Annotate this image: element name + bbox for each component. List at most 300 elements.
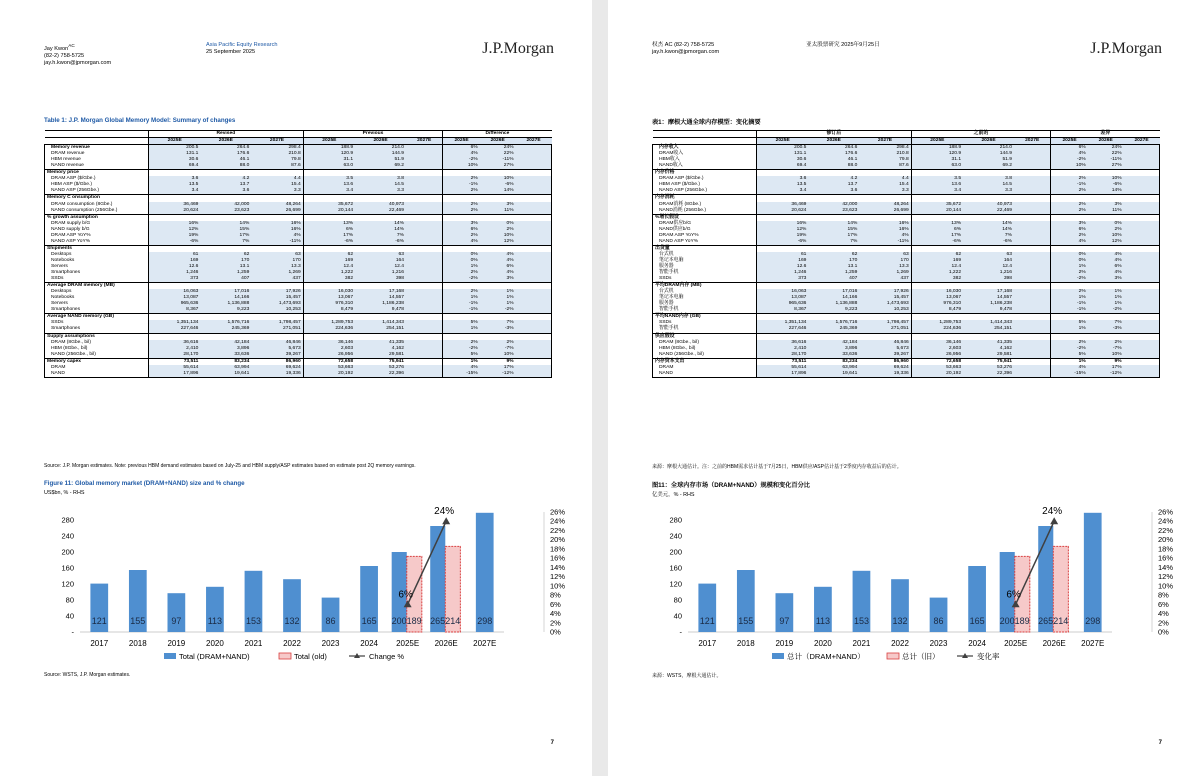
chinese-page <box>608 0 1200 776</box>
cell-value: 10% <box>1051 163 1088 170</box>
row-label: 内存消耗 <box>653 195 757 202</box>
right-tick-label: 2% <box>550 618 561 628</box>
bar-total <box>322 598 340 632</box>
cell-value: 144.9 <box>963 151 1014 157</box>
cell-value: 373 <box>757 276 809 283</box>
cell-value: 42,000 <box>808 202 859 208</box>
row-label: NAND <box>653 371 757 378</box>
author-email-cn[interactable]: jay.h.kwon@jpmorgan.com <box>652 49 720 55</box>
cell-value: 398 <box>963 276 1014 283</box>
year-header: 2026E <box>200 138 251 145</box>
cell-value: 10,253 <box>251 307 303 314</box>
cell-value: 23,623 <box>200 208 251 215</box>
cell-value: 69,624 <box>859 365 911 371</box>
cell-value: 164 <box>355 258 406 264</box>
bar-total-label: 265 <box>1038 616 1054 626</box>
row-label: Servers <box>45 301 149 307</box>
row-label: 平均DRAM内存 (MB) <box>653 283 757 290</box>
left-tick-label: 160 <box>61 563 74 573</box>
cell-value: 72,658 <box>911 358 963 365</box>
left-tick-label: 80 <box>65 595 74 605</box>
cell-value: 1,136,888 <box>200 301 251 307</box>
cell-value: -11% <box>859 239 911 246</box>
cell-value: 53,276 <box>355 365 406 371</box>
cell-value: 3,896 <box>808 346 859 352</box>
right-tick-label: 4% <box>1158 609 1169 619</box>
cell-value: 7% <box>808 239 859 246</box>
cell-value: 2% <box>1051 202 1088 208</box>
page-number: 7 <box>550 740 554 746</box>
cell-value: 2% <box>1051 270 1088 276</box>
cell-value: 188.9 <box>303 145 355 152</box>
cell-value: 965,636 <box>149 301 201 307</box>
cell-value: 14% <box>1088 188 1124 195</box>
cell-value: 4.2 <box>808 176 859 182</box>
cell-value: 976,310 <box>303 301 355 307</box>
x-tick-label: 2019 <box>775 639 794 648</box>
cell-value: 39,267 <box>251 352 303 359</box>
cell-value: -6% <box>149 239 201 246</box>
year-header: 2026E <box>1088 138 1124 145</box>
cell-value: 4% <box>443 365 480 371</box>
right-tick-label: 16% <box>550 553 566 563</box>
cell-value: 46.1 <box>808 157 859 163</box>
cell-value: 2% <box>443 289 480 295</box>
x-tick-label: 2017 <box>698 639 717 648</box>
figure-subtitle-cn: 亿美元，% - RHS <box>652 492 695 498</box>
cell-value: 14% <box>200 221 251 227</box>
cell-value: 120.9 <box>303 151 355 157</box>
right-tick-label: 8% <box>1158 590 1169 600</box>
cell-value: 2% <box>443 208 480 215</box>
cell-value: 55,614 <box>149 365 201 371</box>
cell-value: 176.6 <box>808 151 859 157</box>
cell-value: 22,469 <box>355 208 406 215</box>
cell-value: -6% <box>355 239 406 246</box>
cell-value: 31.1 <box>911 157 963 163</box>
row-label: HBM ASP ($/Gbe.) <box>653 182 757 188</box>
cell-value: 10% <box>480 233 516 239</box>
cell-value: 5% <box>1051 320 1088 326</box>
cell-value: 13,087 <box>149 295 201 301</box>
cell-value: -2% <box>1088 307 1124 314</box>
cell-value: 13,067 <box>303 295 355 301</box>
cell-value: -11% <box>1088 157 1124 163</box>
cell-value: 1,289,753 <box>911 320 963 326</box>
cell-value: 19% <box>757 233 809 239</box>
year-header: 2025E <box>303 138 355 145</box>
cell-value: 2% <box>480 340 516 346</box>
cell-value: 144.9 <box>355 151 406 157</box>
right-tick-label: 0% <box>1158 627 1169 637</box>
cell-value: 62 <box>303 252 355 258</box>
row-label: NAND <box>45 371 149 378</box>
figure-source-cn: 来源：WSTS，摩根大通估计。 <box>652 673 722 679</box>
group-header: 之前的 <box>911 131 1051 138</box>
cell-value: 4% <box>480 258 516 264</box>
row-label: Memory capex <box>45 358 149 365</box>
row-label: DRAM revenue <box>45 151 149 157</box>
row-label: HBM ASP ($/Gbe.) <box>45 182 149 188</box>
cell-value: 8,479 <box>303 307 355 314</box>
row-label: DRAM <box>45 365 149 371</box>
cell-value: 3.8 <box>963 176 1014 182</box>
x-tick-label: 2024 <box>968 639 986 648</box>
cell-value: 9% <box>1088 358 1124 365</box>
cell-value: 1% <box>443 358 480 365</box>
right-tick-label: 0% <box>550 627 561 637</box>
bar-total-label: 298 <box>477 616 493 626</box>
cell-value: 264.6 <box>200 145 251 152</box>
cell-value: 170 <box>808 258 859 264</box>
bar-total-label: 97 <box>171 616 182 626</box>
cell-value: 17,896 <box>149 371 201 378</box>
cell-value: 22% <box>1088 151 1124 157</box>
cell-value: 170 <box>251 258 303 264</box>
cell-value: 22,396 <box>355 371 406 378</box>
cell-value: 1,269 <box>251 270 303 276</box>
cell-value: 63,994 <box>808 365 859 371</box>
year-header: 2027E <box>1014 138 1051 145</box>
author-email[interactable]: jay.h.kwon@jpmorgan.com <box>44 59 112 66</box>
cell-value: 55,614 <box>757 365 809 371</box>
cell-value: 17% <box>1088 365 1124 371</box>
left-tick-label: - <box>71 627 74 637</box>
group-header: Revised <box>149 131 304 138</box>
cell-value: 1% <box>443 295 480 301</box>
cell-value: 16% <box>859 221 911 227</box>
cell-value: 42,000 <box>200 202 251 208</box>
report-meta-cn <box>806 42 880 49</box>
cell-value: 254,151 <box>963 326 1014 333</box>
row-label: 内存资本支出 <box>653 358 757 365</box>
legend-label-change: Change % <box>369 652 405 661</box>
cell-value: 16,063 <box>149 289 201 295</box>
cell-value: 15.4 <box>859 182 911 188</box>
page-number-cn: 7 <box>1158 740 1162 746</box>
cell-value: -2% <box>443 346 480 352</box>
right-tick-label: 10% <box>550 581 566 591</box>
table-source: Source: J.P. Morgan estimates. Note: previous HBM demand estimates based on July-25 and HBM supply/ASP estimates based on estimate post 2Q memory earnings. <box>44 463 416 469</box>
cell-value: 16% <box>149 221 201 227</box>
row-label: NAND收入 <box>653 163 757 170</box>
x-tick-label: 2023 <box>929 639 948 648</box>
cell-value: 4% <box>1088 258 1124 264</box>
cell-value: 264.6 <box>808 145 859 152</box>
cell-value: 20,624 <box>149 208 201 215</box>
cell-value: 17,926 <box>251 289 303 295</box>
cell-value: 2% <box>443 233 480 239</box>
table-corner <box>45 138 149 145</box>
cell-value: 2% <box>1051 176 1088 182</box>
cell-value: 63 <box>355 252 406 258</box>
cell-value: 12.4 <box>355 264 406 270</box>
cell-value: 3.4 <box>911 188 963 195</box>
x-tick-label: 2025E <box>1004 639 1028 648</box>
x-tick-label: 2026E <box>434 639 458 648</box>
cell-value: 0% <box>443 252 480 258</box>
cell-value: 1,216 <box>963 270 1014 276</box>
cell-value: 69.2 <box>963 163 1014 170</box>
cell-value: 12.6 <box>149 264 201 270</box>
row-label: 智能手机 <box>653 326 757 333</box>
cell-value: 5,673 <box>859 346 911 352</box>
right-tick-label: 12% <box>550 572 566 582</box>
cell-value: 73,511 <box>757 358 809 365</box>
right-tick-label: 22% <box>550 525 566 535</box>
cell-value: 1,222 <box>303 270 355 276</box>
cell-value: 4% <box>480 252 516 258</box>
left-tick-label: 80 <box>673 595 682 605</box>
year-header: 2025E <box>149 138 201 145</box>
cell-value: 1,473,693 <box>859 301 911 307</box>
legend-label-total: Total (DRAM+NAND) <box>179 652 250 661</box>
right-tick-label: 8% <box>550 590 561 600</box>
cell-value: -6% <box>963 239 1014 246</box>
table-corner <box>653 131 757 138</box>
cell-value: 31.1 <box>303 157 355 163</box>
cell-value: 40,973 <box>963 202 1014 208</box>
cell-value: 1,798,457 <box>859 320 911 326</box>
cell-value: 14% <box>480 188 516 195</box>
x-tick-label: 2018 <box>128 639 147 648</box>
cell-value: 3.4 <box>757 188 809 195</box>
cell-value: 407 <box>200 276 251 283</box>
cell-value: 20,192 <box>303 371 355 378</box>
legend-label-old: 总计（旧） <box>902 652 940 661</box>
memory-model-table <box>44 130 552 378</box>
cell-value: 1,414,343 <box>355 320 406 326</box>
cell-value: 3.6 <box>200 188 251 195</box>
year-header: 2025E <box>911 138 963 145</box>
cell-value: 271,051 <box>251 326 303 333</box>
cell-value: 382 <box>303 276 355 283</box>
row-label: DRAM消耗 (8Gbe.) <box>653 202 757 208</box>
cell-value: 200.5 <box>149 145 201 152</box>
cell-value: 41,335 <box>355 340 406 346</box>
cell-value: 9,478 <box>355 307 406 314</box>
cell-value: 14% <box>963 221 1014 227</box>
cell-value: 36,616 <box>757 340 809 346</box>
x-tick-label: 2025E <box>396 639 420 648</box>
cell-value: 4% <box>859 233 911 239</box>
x-tick-label: 2021 <box>244 639 263 648</box>
cell-value: -3% <box>480 326 516 333</box>
row-label: NAND (256Gbe., bil) <box>653 352 757 359</box>
table-source-cn: 来源：摩根大通估计。注：之前的HBM需求估计基于7月25日，HBM供应/ASP估计基于2季度内存收益后的估计。 <box>652 464 902 470</box>
row-label: NAND consumption (256Gbe.) <box>45 208 149 215</box>
cell-value: 1% <box>480 295 516 301</box>
cell-value: 382 <box>911 276 963 283</box>
cell-value: -2% <box>1051 346 1088 352</box>
author-block-cn <box>652 42 719 56</box>
right-tick-label: 24% <box>550 516 566 526</box>
cell-value: 176.6 <box>200 151 251 157</box>
cell-value: 36,146 <box>303 340 355 346</box>
cell-value: 39,267 <box>859 352 911 359</box>
cell-value: 4% <box>1088 270 1124 276</box>
right-tick-label: 6% <box>550 599 561 609</box>
cell-value: 2% <box>443 176 480 182</box>
row-label: % growth assumption <box>45 214 149 221</box>
cell-value: 15,457 <box>251 295 303 301</box>
cell-value: 83,234 <box>808 358 859 365</box>
left-tick-label: 280 <box>61 515 74 525</box>
cell-value: 16,030 <box>911 289 963 295</box>
cell-value: 36,469 <box>149 202 201 208</box>
bar-total-label: 121 <box>699 616 715 626</box>
cell-value: -7% <box>1088 346 1124 352</box>
cell-value: 48,264 <box>251 202 303 208</box>
cell-value: -11% <box>251 239 303 246</box>
cell-value: 1,216 <box>355 270 406 276</box>
cell-value: 1% <box>1051 295 1088 301</box>
bar-old-label: 189 <box>406 616 422 626</box>
cell-value: 10% <box>1088 352 1124 359</box>
cell-value: 29,581 <box>355 352 406 359</box>
row-label: SSDs <box>653 276 757 283</box>
cell-value: 62 <box>200 252 251 258</box>
group-header: 修订后 <box>757 131 912 138</box>
bar-total <box>930 598 948 632</box>
cell-value <box>1124 371 1160 378</box>
cell-value: 19,336 <box>859 371 911 378</box>
bar-total <box>1084 513 1102 632</box>
cell-value: 51.9 <box>355 157 406 163</box>
cell-value: 6% <box>443 145 480 152</box>
cell-value: 2% <box>1051 188 1088 195</box>
cell-value: 398 <box>355 276 406 283</box>
cell-value: 17,168 <box>355 289 406 295</box>
cell-value: -6% <box>480 182 516 188</box>
cell-value: 10% <box>1088 176 1124 182</box>
change-label: 6% <box>1006 589 1021 601</box>
cell-value: 210.8 <box>859 151 911 157</box>
table-title-cn: 表1：摩根大通全球内存模型：变化摘要 <box>652 119 761 126</box>
cell-value: 7% <box>355 233 406 239</box>
cell-value: 13% <box>911 221 963 227</box>
cell-value: 2% <box>480 227 516 233</box>
row-label: DRAM收入 <box>653 151 757 157</box>
cell-value: 63.0 <box>303 163 355 170</box>
cell-value: 1,186,238 <box>355 301 406 307</box>
cell-value: 2% <box>1088 340 1124 346</box>
cell-value: 46,846 <box>251 340 303 346</box>
cell-value: 3.3 <box>859 188 911 195</box>
cell-value: 1% <box>480 289 516 295</box>
row-label: %增长假设 <box>653 214 757 221</box>
bar-total-label: 155 <box>738 616 754 626</box>
cell-value: 2,603 <box>911 346 963 352</box>
author-sup: AC <box>68 43 75 48</box>
cell-value: 976,310 <box>911 301 963 307</box>
cell-value: 1% <box>1051 326 1088 333</box>
cell-value: 3.5 <box>303 176 355 182</box>
cell-value: 17,168 <box>963 289 1014 295</box>
cell-value: 30.6 <box>149 157 201 163</box>
row-label: HBM (8Gbe., bil) <box>45 346 149 352</box>
cell-value: 2,603 <box>303 346 355 352</box>
cell-value: 13.7 <box>808 182 859 188</box>
bar-total-label: 86 <box>933 616 944 626</box>
cell-value: 14,557 <box>963 295 1014 301</box>
cell-value: 2% <box>443 270 480 276</box>
cell-value: 4,162 <box>963 346 1014 352</box>
cell-value: 1,246 <box>149 270 201 276</box>
bar-total-label: 265 <box>430 616 446 626</box>
cell-value: -11% <box>480 157 516 163</box>
cell-value: 63,994 <box>200 365 251 371</box>
year-header: 2027E <box>406 138 443 145</box>
cell-value: 17% <box>808 233 859 239</box>
author-line-cn: 权杰 AC (82-2) 758-5725 <box>652 42 715 48</box>
report-title-cn: 亚太股票研究 2025年9月25日 <box>806 42 880 48</box>
cell-value: 1,259 <box>200 270 251 276</box>
cell-value: -1% <box>443 301 480 307</box>
cell-value: 10% <box>1088 233 1124 239</box>
cell-value: 36,146 <box>911 340 963 346</box>
row-label: Supply assumptions <box>45 333 149 340</box>
cell-value <box>1014 371 1051 378</box>
cell-value: 13.6 <box>303 182 355 188</box>
row-label: HBM (8Gbe., bil) <box>653 346 757 352</box>
cell-value: 8,367 <box>149 307 201 314</box>
group-header: Previous <box>303 131 443 138</box>
cell-value: 1,473,693 <box>251 301 303 307</box>
cell-value: 13% <box>303 221 355 227</box>
cell-value: -12% <box>480 371 516 378</box>
cell-value: 15,457 <box>859 295 911 301</box>
row-label: DRAM (8Gbe., bil) <box>45 340 149 346</box>
cell-value: 5% <box>443 320 480 326</box>
cell-value: 1,414,343 <box>963 320 1014 326</box>
right-tick-label: 14% <box>550 562 566 572</box>
cell-value: -2% <box>1051 276 1088 283</box>
cell-value: 61 <box>757 252 809 258</box>
cell-value: 2,410 <box>149 346 201 352</box>
row-label: DRAM consumption (8Gbe.) <box>45 202 149 208</box>
cell-value: 16,063 <box>757 289 809 295</box>
cell-value: -1% <box>443 307 480 314</box>
cell-value: 1,269 <box>859 270 911 276</box>
cell-value: 12% <box>149 227 201 233</box>
cell-value: 3% <box>1051 221 1088 227</box>
cell-value: 1,351,134 <box>149 320 201 326</box>
x-tick-label: 2027E <box>1081 639 1105 648</box>
table-corner <box>653 138 757 145</box>
row-label: Memory revenue <box>45 145 149 152</box>
cell-value: 7% <box>200 239 251 246</box>
cell-value: 87.6 <box>859 163 911 170</box>
row-label: DRAM (8Gbe., bil) <box>653 340 757 346</box>
right-tick-label: 22% <box>1158 525 1174 535</box>
cell-value: 8,367 <box>757 307 809 314</box>
cell-value: 0% <box>1051 258 1088 264</box>
cell-value: 14% <box>355 227 406 233</box>
cell-value: 12.4 <box>303 264 355 270</box>
cell-value: 1% <box>1088 289 1124 295</box>
cell-value: 15% <box>200 227 251 233</box>
cell-value: 24% <box>1088 145 1124 152</box>
cell-value: 14% <box>963 227 1014 233</box>
row-label: HBM收入 <box>653 157 757 163</box>
cell-value: 170 <box>859 258 911 264</box>
bar-total-label: 298 <box>1085 616 1101 626</box>
figure-subtitle: US$bn, % - RHS <box>44 490 85 496</box>
row-label: DRAM ASP YoY% <box>45 233 149 239</box>
cell-value: 0% <box>480 221 516 227</box>
cell-value: 19% <box>149 233 201 239</box>
